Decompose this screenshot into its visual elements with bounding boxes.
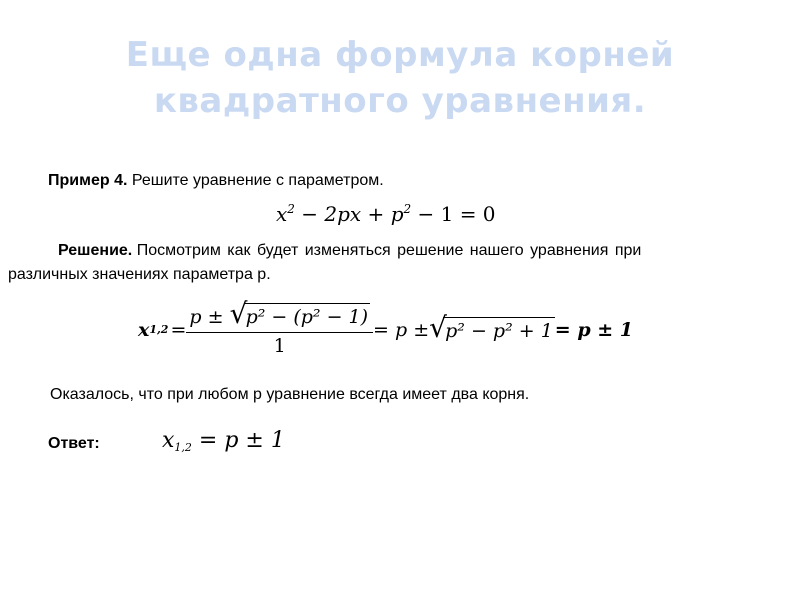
formula-num-prefix: p ±	[189, 306, 230, 328]
conclusion-text: Оказалось, что при любом p уравнение всегда имеет два корня.	[50, 386, 530, 403]
equation-middle: − 2px +	[294, 202, 391, 226]
example-label: Пример 4.	[48, 172, 128, 189]
example-statement	[48, 172, 384, 190]
slide-title-line-1: Еще одна формула корней	[125, 35, 675, 75]
slide-title-line-2: квадратного уравнения.	[153, 81, 647, 121]
formula-end: = p ± 1	[554, 319, 633, 341]
formula-mid: = p ±	[373, 319, 430, 341]
equation-exp-p: 2	[403, 202, 412, 216]
solution-label: Решение.	[58, 242, 133, 259]
formula-radicand-2: p² − p² + 1	[443, 317, 555, 344]
sqrt-sign-icon: √	[229, 297, 248, 330]
formula-sqrt-2	[429, 310, 555, 344]
answer-rhs: = p ± 1	[191, 428, 285, 453]
equation-exp: 2	[287, 202, 295, 216]
equation-p: p	[390, 202, 404, 226]
example-text: Решите уравнение с параметром.	[131, 172, 384, 189]
sqrt-sign-icon: √	[429, 310, 447, 344]
answer-x: x	[162, 428, 175, 453]
solution-text-1: Посмотрим как будет изменяться решение нашего уравнения при	[136, 242, 642, 259]
answer-sub: 1,2	[174, 441, 192, 454]
answer-formula	[162, 428, 285, 453]
formula-sqrt-1	[229, 297, 370, 330]
formula-denominator: 1	[273, 335, 286, 357]
solution-line-1	[58, 242, 792, 260]
solution-line-2: различных значениях параметра p.	[8, 266, 271, 283]
equation-tail: − 1 = 0	[411, 202, 496, 226]
answer-label: Ответ:	[48, 435, 100, 452]
root-formula: x 1,2 = p ± √ p² − (p² − 1) 1 = p ± √ p² − p² + 1 = p ± 1	[138, 297, 633, 357]
equation-x: x	[276, 202, 288, 226]
slide-title	[0, 32, 800, 124]
formula-radicand-1: p² − (p² − 1)	[244, 303, 370, 330]
equation	[276, 202, 496, 226]
formula-fraction	[186, 297, 373, 357]
formula-x: x	[138, 319, 150, 341]
formula-eq-1: =	[170, 319, 187, 341]
formula-numerator	[186, 297, 373, 333]
